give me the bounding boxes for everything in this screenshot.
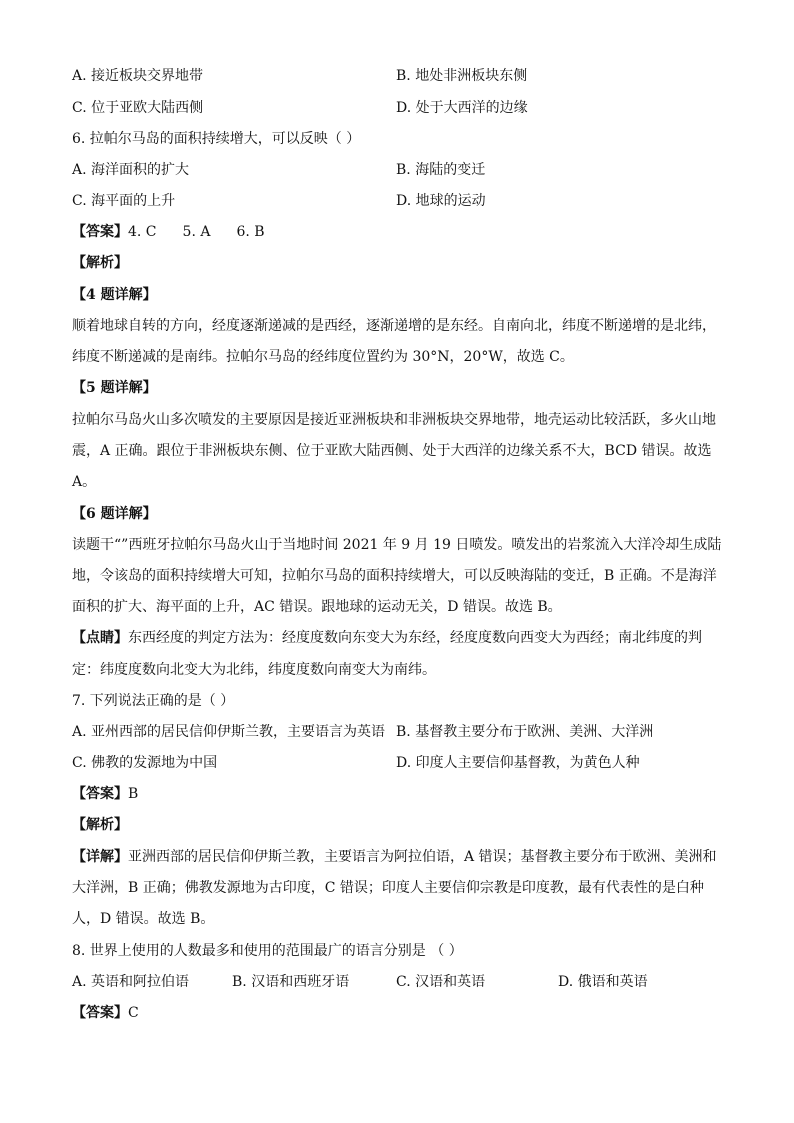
tip-text1: 东西经度的判定方法为：经度度数向东变大为东经，经度度数向西变大为西经；南北纬度的判 — [128, 630, 702, 646]
q6-option-c: C. 海平面的上升 — [72, 193, 176, 209]
q7-option-d: D. 印度人主要信仰基督教，为黄色人种 — [396, 755, 640, 771]
q5-option-a: A. 接近板块交界地带 — [72, 68, 204, 84]
q7-option-c: C. 佛教的发源地为中国 — [72, 755, 218, 771]
q8-answer: C — [128, 1005, 139, 1021]
q7-answer: B — [128, 786, 139, 802]
answer-4: 4. C — [128, 224, 157, 240]
q7-analysis-label: 【解析】 — [72, 817, 128, 833]
tip-label: 【点睛】 — [72, 630, 128, 646]
q4-detail-line1: 顺着地球自转的方向，经度逐渐递减的是西经，逐渐递增的是东经。自南向北，纬度不断递增的是北纬， — [72, 318, 716, 334]
q7-answer-line — [72, 784, 138, 804]
q4-detail-line2: 纬度不断递减的是南纬。拉帕尔马岛的经纬度位置约为 30°N，20°W，故选 C。 — [72, 349, 574, 365]
q5-detail-label: 【5 题详解】 — [72, 380, 157, 396]
q6-detail-line3: 面积的扩大、海平面的上升，AC 错误。跟地球的运动无关，D 错误。故选 B。 — [72, 599, 562, 615]
q6-detail-line2: 地，令该岛的面积持续增大可知，拉帕尔马岛的面积持续增大，可以反映海陆的变迁，B 正确。不是海洋 — [72, 568, 717, 584]
q7-detail-line2: 大洋洲，B 正确；佛教发源地为古印度，C 错误；印度人主要信仰宗教是印度教，最有代表性的是白种 — [72, 880, 704, 896]
q6-option-b: B. 海陆的变迁 — [396, 162, 486, 178]
q8-option-d: D. 俄语和英语 — [558, 974, 648, 990]
q6-detail-line1: 读题干“”西班牙拉帕尔马岛火山于当地时间 2021 年 9 月 19 日喷发。喷发出的岩浆流入大洋冷却生成陆 — [72, 537, 722, 553]
q5-option-b: B. 地处非洲板块东侧 — [396, 68, 528, 84]
q4-detail-label: 【4 题详解】 — [72, 287, 157, 303]
q7-detail-line3: 人，D 错误。故选 B。 — [72, 911, 215, 927]
q8-option-c: C. 汉语和英语 — [396, 974, 486, 990]
q8-option-a: A. 英语和阿拉伯语 — [72, 974, 190, 990]
q6-option-a: A. 海洋面积的扩大 — [72, 162, 190, 178]
q5-detail-line2: 震，A 正确。跟位于非洲板块东侧、位于亚欧大陆西侧、处于大西洋的边缘关系不大，BCD 错误。故选 — [72, 443, 712, 459]
q5-option-d: D. 处于大西洋的边缘 — [396, 100, 528, 116]
q6-option-d: D. 地球的运动 — [396, 193, 486, 209]
answer-5: 5. A — [182, 224, 211, 240]
q5-option-c: C. 位于亚欧大陆西侧 — [72, 100, 204, 116]
q7-option-a: A. 亚州西部的居民信仰伊斯兰教，主要语言为英语 — [72, 724, 386, 740]
q8-answer-line — [72, 1003, 139, 1023]
q7-option-b: B. 基督教主要分布于欧洲、美洲、大洋洲 — [396, 724, 654, 740]
q8-answer-label: 【答案】 — [72, 1005, 128, 1021]
q5-detail-line3: A。 — [72, 474, 97, 490]
analysis-label: 【解析】 — [72, 255, 128, 271]
answer-line-456 — [72, 222, 265, 242]
q6-detail-label: 【6 题详解】 — [72, 506, 157, 522]
tip-line2: 定：纬度度数向北变大为北纬，纬度度数向南变大为南纬。 — [72, 662, 436, 678]
q7-detail-line1 — [72, 847, 717, 867]
answer-6: 6. B — [236, 224, 265, 240]
q6-stem: 6. 拉帕尔马岛的面积持续增大，可以反映（ ） — [72, 131, 361, 147]
q7-stem: 7. 下列说法正确的是（ ） — [72, 693, 235, 709]
tip-line1 — [72, 628, 702, 648]
q8-option-b: B. 汉语和西班牙语 — [232, 974, 350, 990]
q7-answer-label: 【答案】 — [72, 786, 128, 802]
q7-detail-label: 【详解】 — [72, 849, 128, 865]
answer-label: 【答案】 — [72, 224, 128, 240]
q7-detail-text1: 亚洲西部的居民信仰伊斯兰教，主要语言为阿拉伯语，A 错误；基督教主要分布于欧洲、美洲和 — [128, 849, 717, 865]
q5-detail-line1: 拉帕尔马岛火山多次喷发的主要原因是接近亚洲板块和非洲板块交界地带，地壳运动比较活跃，多火山地 — [72, 412, 716, 428]
q8-stem: 8. 世界上使用的人数最多和使用的范围最广的语言分别是 （ ） — [72, 943, 463, 959]
